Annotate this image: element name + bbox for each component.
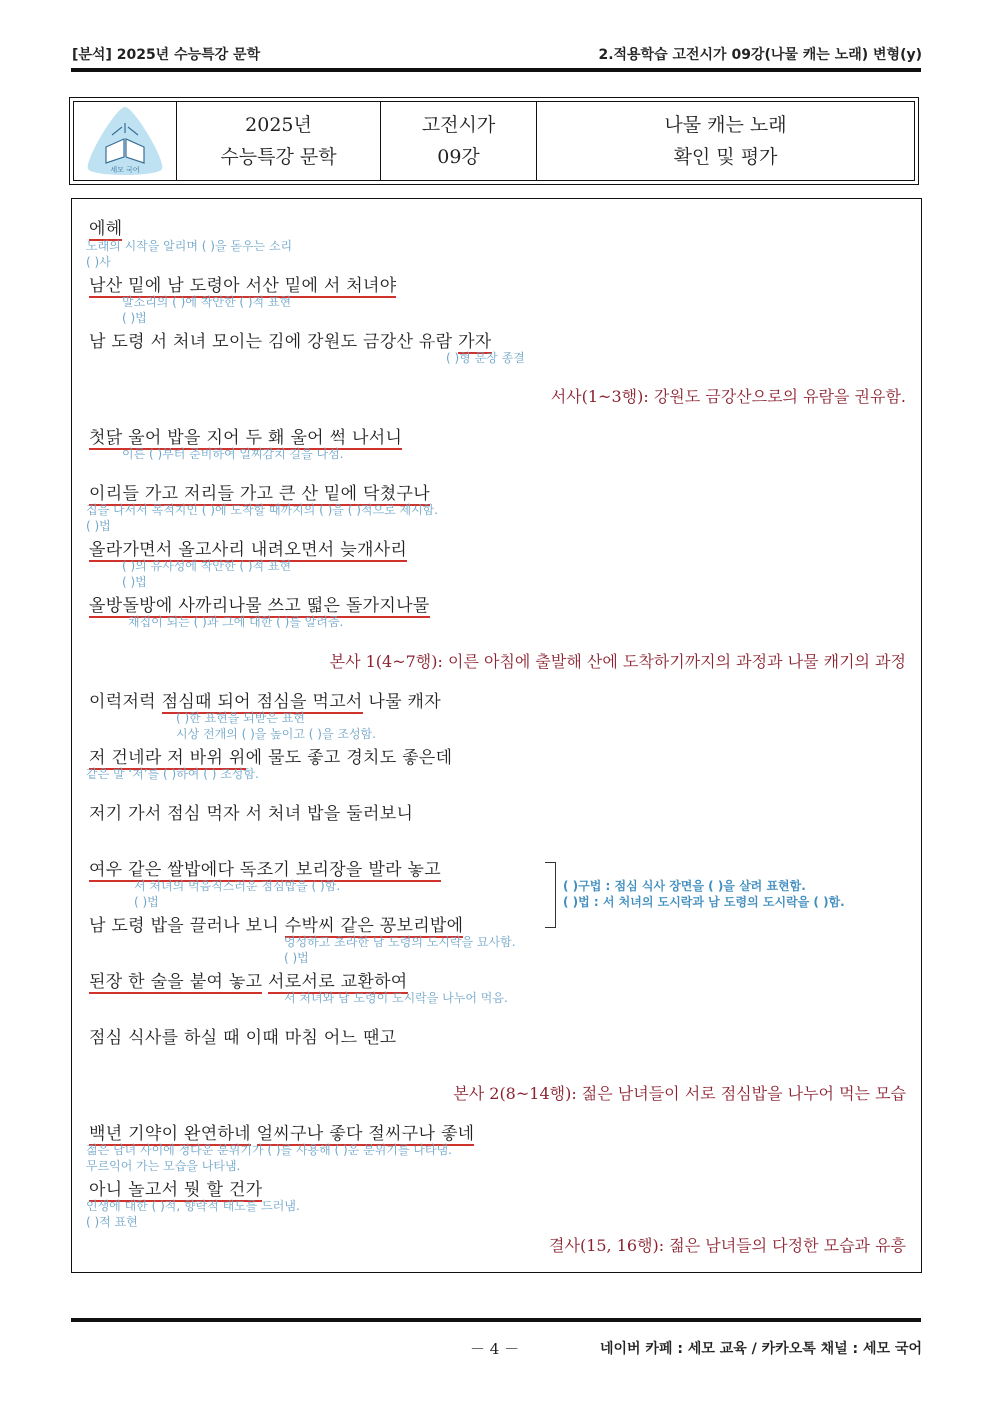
header-left: [분석] 2025년 수능특강 문학 [72, 47, 261, 63]
note-16a: 인생에 대한 ( )적, 향락적 태도를 드러냄. [86, 1199, 300, 1213]
poem-line-12: 남 도령 밥을 끌러나 보니 수박씨 같은 꽁보리밥에 [89, 916, 464, 936]
poem-line-5: 이리들 가고 저리들 가고 큰 산 밑에 닥쳤구나 [89, 484, 430, 504]
title-purpose: 확인 및 평가 [673, 146, 778, 168]
genre-cell [381, 102, 537, 180]
title-year: 2025년 [245, 114, 312, 136]
book-logo-icon [82, 105, 168, 177]
poem-line-9: 저 건네라 저 바위 위에 물도 좋고 경치도 좋은데 [89, 748, 453, 768]
poem-line-3: 남 도령 서 처녀 모이는 김에 강원도 금강산 유람 가자 [89, 332, 492, 352]
poem-line-1: 에헤 [89, 219, 123, 239]
note-2b: ( )법 [122, 311, 147, 325]
note-12b: ( )법 [284, 951, 309, 965]
poem-line-6: 올라가면서 올고사리 내려오면서 늦개사리 [89, 540, 408, 560]
logo-cell [74, 102, 177, 180]
bracket-note-2: ( )법 : 서 처녀의 도시락과 남 도령의 도시락을 ( )함. [563, 895, 845, 909]
note-3: ( )형 문장 종결 [446, 351, 525, 365]
section-4-summary: 결사(15, 16행): 젊은 남녀들의 다정한 모습과 유흥 [549, 1236, 906, 1255]
poem-line-10: 저기 가서 점심 먹자 서 처녀 밥을 둘러보니 [89, 804, 414, 824]
footer-text: 네이버 카페 : 세모 교육 / 카카오톡 채널 : 세모 국어 [599, 1341, 922, 1357]
section-2-summary: 본사 1(4~7행): 이른 아침에 출발해 산에 도착하기까지의 과정과 나물 캐기의 과정 [329, 652, 906, 671]
title-book: 수능특강 문학 [220, 146, 337, 168]
note-9: 같은 말 ‘저’를 ( )하여 ( ) 조성함. [86, 767, 259, 781]
poem-line-8: 이럭저럭 점심때 되어 점심을 먹고서 나물 캐자 [89, 692, 441, 712]
work-cell [537, 102, 914, 180]
poem-line-7: 올방돌방에 사까리나물 쓰고 떫은 돌가지나물 [89, 596, 430, 616]
title-table [69, 97, 919, 185]
note-13: 서 처녀와 남 도령이 도시락을 나누어 먹음. [284, 991, 508, 1005]
title-genre: 고전시가 [421, 114, 496, 136]
bottom-rule [71, 1318, 921, 1322]
poem-line-13: 된장 한 술을 붙여 놓고 서로서로 교환하여 [89, 972, 408, 992]
note-8a: ( )한 표현을 되받은 표현 [176, 711, 305, 725]
poem-line-4: 첫닭 울어 밥을 지어 두 홰 울어 썩 나서니 [89, 428, 403, 448]
note-4: 이른 ( )부터 준비하여 일찌감치 길을 나섬. [122, 447, 344, 461]
title-lesson: 09강 [437, 146, 480, 168]
page-number: － 4 － [470, 1340, 520, 1358]
note-15a: 젊은 남녀 사이에 정다운 분위기가 ( )를 사용해 ( )운 분위기를 나타냄. [86, 1143, 452, 1157]
note-8b: 시상 전개의 ( )을 높이고 ( )을 조성함. [176, 727, 376, 741]
section-3-summary: 본사 2(8~14행): 젊은 남녀들이 서로 점심밥을 나누어 먹는 모습 [453, 1084, 906, 1103]
year-cell [177, 102, 381, 180]
poem-line-14: 점심 식사를 하실 때 이때 마침 어느 땐고 [89, 1028, 397, 1048]
note-12a: 엉성하고 초라한 남 도령의 도시락을 묘사함. [284, 935, 516, 949]
poem-line-2: 남산 밑에 남 도령아 서산 밑에 서 처녀야 [89, 276, 397, 296]
note-5a: 집을 나서서 목적지인 ( )에 도착할 때까지의 ( )을 ( )적으로 제시함. [86, 503, 439, 517]
bracket [545, 862, 556, 928]
note-1a: 노래의 시작을 알리며 ( )을 돋우는 소리 [86, 239, 293, 253]
top-rule [71, 68, 921, 72]
section-1-summary: 서사(1~3행): 강원도 금강산으로의 유람을 권유함. [550, 387, 906, 406]
poem-line-16: 아니 놀고서 뭣 할 건가 [89, 1180, 263, 1200]
note-15b: 무르익어 가는 모습을 나타냄. [86, 1159, 241, 1173]
poem-line-11: 여우 같은 쌀밥에다 독조기 보리장을 발라 놓고 [89, 860, 441, 880]
logo-text: 세모 국어 [110, 166, 140, 174]
poem-line-15: 백년 기약이 완연하네 얼씨구나 좋다 절씨구나 좋네 [89, 1124, 475, 1144]
header-right: 2.적용학습 고전시가 09강(나물 캐는 노래) 변형(y) [598, 47, 922, 63]
note-2a: 말소리의 ( )에 착안한 ( )적 표현 [122, 295, 292, 309]
note-6b: ( )법 [122, 575, 147, 589]
note-11b: ( )법 [134, 895, 159, 909]
title-work: 나물 캐는 노래 [664, 114, 787, 136]
note-11a: 서 처녀의 먹음직스러운 점심밥을 ( )함. [134, 879, 341, 893]
note-5b: ( )법 [86, 519, 111, 533]
note-1b: ( )사 [86, 255, 111, 269]
note-6a: ( )의 유사성에 착안한 ( )적 표현 [122, 559, 292, 573]
note-16b: ( )적 표현 [86, 1215, 138, 1229]
note-7: 채집이 되는 ( )과 그에 대한 ( )를 알려줌. [128, 615, 344, 629]
bracket-note-1: ( )구법 : 점심 식사 장면을 ( )을 살려 표현함. [563, 879, 806, 893]
